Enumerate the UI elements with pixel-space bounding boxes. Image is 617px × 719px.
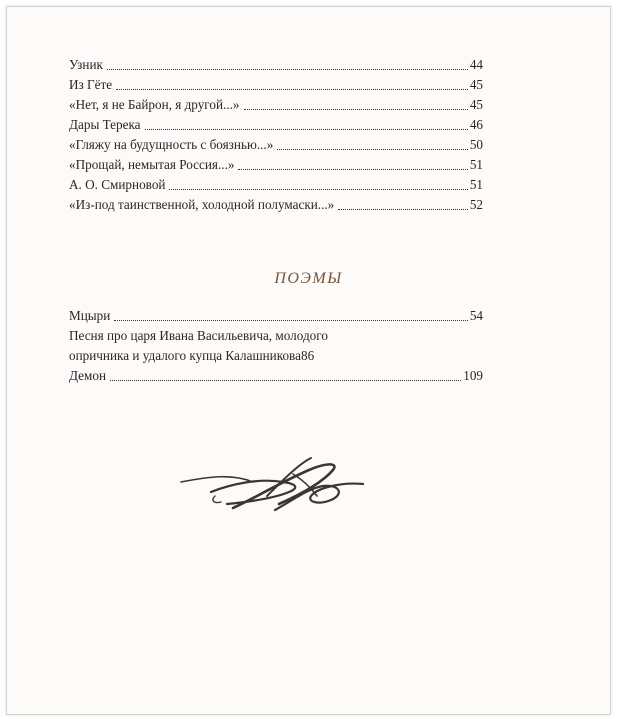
dot-leader xyxy=(107,68,468,70)
toc-entry-page: 86 xyxy=(300,348,315,363)
toc-entry-page: 50 xyxy=(469,137,483,152)
toc-entry xyxy=(69,306,483,326)
section-heading-poems: ПОЭМЫ xyxy=(274,270,343,287)
toc-entry-title: Из Гёте xyxy=(69,77,113,92)
toc-entry-page: 46 xyxy=(469,117,483,132)
toc-entry-page: 109 xyxy=(463,368,483,383)
dot-leader xyxy=(338,208,468,210)
toc-entry-page: 54 xyxy=(469,308,483,323)
toc-entry-page: 45 xyxy=(469,97,483,112)
toc-entry-page: 45 xyxy=(469,77,483,92)
toc-entry xyxy=(69,55,483,75)
dot-leader xyxy=(145,128,468,130)
toc-entry xyxy=(69,155,483,175)
toc-entry-title-line2: опричника и удалого купца Калашникова xyxy=(69,348,301,363)
toc-entry-page: 51 xyxy=(469,177,483,192)
dot-leader xyxy=(244,108,468,110)
toc-entry xyxy=(69,326,483,366)
toc-entry-title: «Из-под таинственной, холодной полумаски...» xyxy=(69,197,335,212)
toc-entry-page: 52 xyxy=(469,197,483,212)
toc-entry-title: «Гляжу на будущность с боязнью...» xyxy=(69,137,274,152)
dot-leader xyxy=(116,88,468,90)
toc-entry-title: «Нет, я не Байрон, я другой...» xyxy=(69,97,240,112)
toc-entry xyxy=(69,175,483,195)
toc-entry-page: 44 xyxy=(469,57,483,72)
toc-entry xyxy=(69,195,483,215)
toc-entry-title: «Прощай, немытая Россия...» xyxy=(69,157,235,172)
toc-entry-title-line1: Песня про царя Ивана Васильевича, молодого xyxy=(69,328,328,343)
toc-entry xyxy=(69,95,483,115)
toc-entry-page: 51 xyxy=(469,157,483,172)
dot-leader xyxy=(277,148,468,150)
toc-entry-title: Демон xyxy=(69,368,107,383)
dot-leader xyxy=(169,188,467,190)
toc-lyrics xyxy=(69,55,483,215)
toc-entry-title: Мцыри xyxy=(69,308,111,323)
dot-leader xyxy=(238,168,467,170)
signature-flourish-icon xyxy=(171,452,371,520)
toc-entry xyxy=(69,366,483,386)
toc-entry-title: Дары Терека xyxy=(69,117,141,132)
toc-entry xyxy=(69,135,483,155)
dot-leader xyxy=(114,319,468,321)
dot-leader xyxy=(110,379,461,381)
toc-entry-title: Узник xyxy=(69,57,103,72)
toc-entry-title: А. О. Смирновой xyxy=(69,177,166,192)
toc-entry xyxy=(69,75,483,95)
toc-poems xyxy=(69,306,483,386)
toc-entry xyxy=(69,115,483,135)
